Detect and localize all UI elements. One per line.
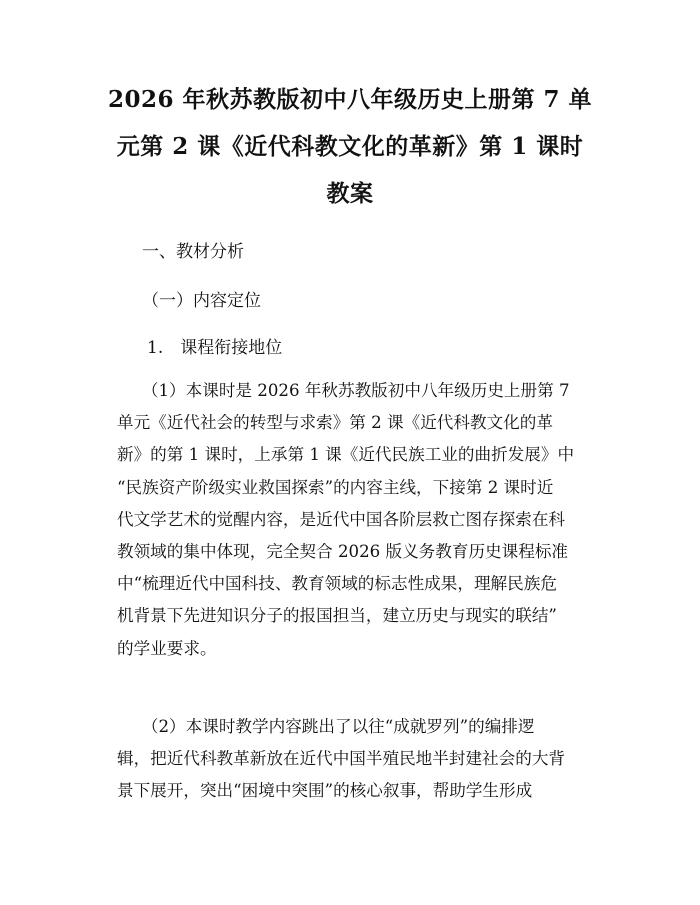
paragraph-2	[117, 711, 587, 808]
paragraph-line: 辑，把近代科教革新放在近代中国半殖民地半封建社会的大背	[117, 749, 566, 769]
paragraph-line: 中“梳理近代中国科技、教育领域的标志性成果，理解民族危	[117, 574, 557, 594]
paragraph-line: （1）本课时是 2026 年秋苏教版初中八年级历史上册第 7	[117, 381, 570, 400]
paragraph-line: （2）本课时教学内容跳出了以往“成就罗列”的编排逻	[117, 717, 535, 736]
paragraph-line: 单元《近代社会的转型与求索》第 2 课《近代科教文化的革	[117, 413, 553, 433]
paragraph-line: 教领域的集中体现，完全契合 2026 版义务教育历史课程标准	[117, 542, 569, 562]
paragraph-line: 新》的第 1 课时，上承第 1 课《近代民族工业的曲折发展》中	[117, 445, 575, 465]
subsection-heading: （一）内容定位	[142, 291, 261, 311]
paragraph-line: “民族资产阶级实业救国探索”的内容主线，下接第 2 课时近	[117, 477, 554, 497]
paragraph-line: 代文学艺术的觉醒内容，是近代中国各阶层救亡图存探索在科	[117, 509, 566, 529]
paragraph-line: 景下展开，突出“困境中突围”的核心叙事，帮助学生形成	[117, 781, 533, 801]
paragraph-line: 的学业要求。	[117, 638, 217, 658]
item-heading: 1. 课程衔接地位	[147, 338, 283, 358]
document-title	[90, 76, 610, 217]
title-line: 2026 年秋苏教版初中八年级历史上册第 7 单	[107, 86, 593, 113]
paragraph-1	[117, 375, 587, 665]
paragraph-line: 机背景下先进知识分子的报国担当，建立历史与现实的联结”	[117, 606, 557, 626]
title-line: 元第 2 课《近代科教文化的革新》第 1 课时	[116, 133, 584, 160]
section-heading: 一、教材分析	[142, 242, 244, 262]
title-line: 教案	[326, 180, 374, 207]
